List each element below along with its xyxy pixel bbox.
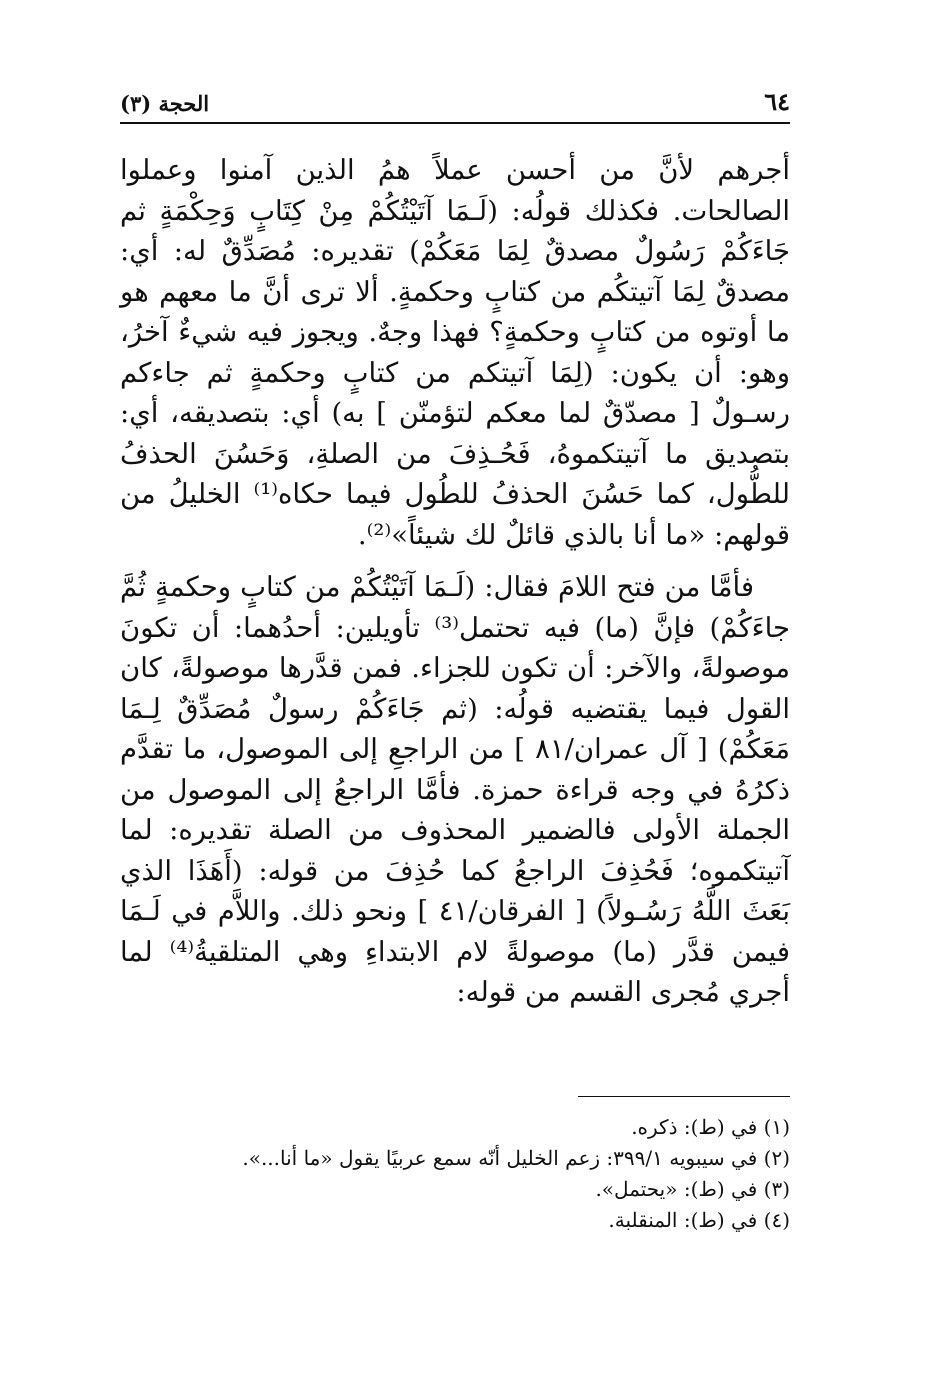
footnote: (٤) في (ط): المنقلبة.: [608, 1208, 790, 1232]
footnote: (٣) في (ط): «يحتمل».: [595, 1177, 790, 1201]
main-text: [120, 150, 790, 1013]
paragraph: أجرهم لأنَّ من أحسن عملاً همُ الذين آمنوا وعملوا الصالحات. فكذلك قولُه: (لَـمَا آتَيْتُكُمْ مِنْ كِتَابٍ وَحِكْمَةٍ ثم جَاءَكُمْ رَسُولٌ مصدقٌ لِمَا مَعَكُمْ) تقديره: مُصَدِّقٌ له: أي: مصدقٌ لِمَا آتيتكُم من كتابٍ وحكمةٍ. ألا ترى أنَّ ما معهم هو ما أوتوه من كتابٍ وحكمةٍ؟ فهذا وجهٌ. ويجوز فيه شيءٌ آخرُ، وهو: أن يكون: (لِمَا آتيتكم من كتابٍ وحكمةٍ ثم جاءكم رسـولٌ [ مصدّقٌ لما معكم لتؤمنّن ] به) أي: بتصديقه، أي: بتصديق ما آتيتكموهُ، فَحُـذِفَ من الصلةِ، وَحَسُنَ الحذفُ للطُّول، كما حَسُنَ الحذفُ للطُول فيما حكاه⁽¹⁾ الخليلُ من قولهم: «ما أنا بالذي قائلٌ لك شيئاً»⁽²⁾.: [120, 154, 791, 551]
footnote: (٢) في سيبويه ٣٩٩/١: زعم الخليل أنّه سمع عربيًا يقول «ما أنا...».: [242, 1146, 790, 1170]
footnotes: [120, 1112, 790, 1236]
paragraph: فأمَّا من فتح اللامَ فقال: (لَـمَا آتَيْتُكُمْ من كتابٍ وحكمةٍ ثُمَّ جاءَكُمْ) فإنَّ (ما) فيه تحتمل⁽³⁾ تأويلين: أحدُهما: أن تكونَ موصولةً، والآخر: أن تكون للجزاء. فمن قدَّرها موصولةً، كان القول فيما يقتضيه قولُه: (ثم جَاءَكُمْ رسولٌ مُصَدِّقٌ لِـمَا مَعَكُمْ) [ آل عمران/٨١ ] من الراجعِ إلى الموصول، ما تقدَّم ذكرُهُ في وجه قراءة حمزة. فأمَّا الراجعُ إلى الموصول من الجملة الأولى فالضمير المحذوف من الصلة تقديره: لما آتيتكموه؛ فَحُذِفَ الراجعُ كما حُذِفَ من قوله: (أَهَذَا الذي بَعَثَ اللَّهُ رَسُـولاً) [ الفرقان/٤١ ] ونحو ذلك. واللاَّم في لَـمَا فيمن قدَّر (ما) موصولةً لام الابتداءِ وهي المتلقيةُ⁽⁴⁾ لما أجري مُجرى القسم من قوله:: [120, 571, 791, 1008]
book-title: الحجة (٣): [120, 91, 210, 116]
footnote: (١) في (ط): ذكره.: [631, 1115, 790, 1139]
footnote-divider: [578, 1096, 790, 1097]
page-number: ٦٤: [764, 87, 790, 116]
running-header: [120, 84, 790, 124]
